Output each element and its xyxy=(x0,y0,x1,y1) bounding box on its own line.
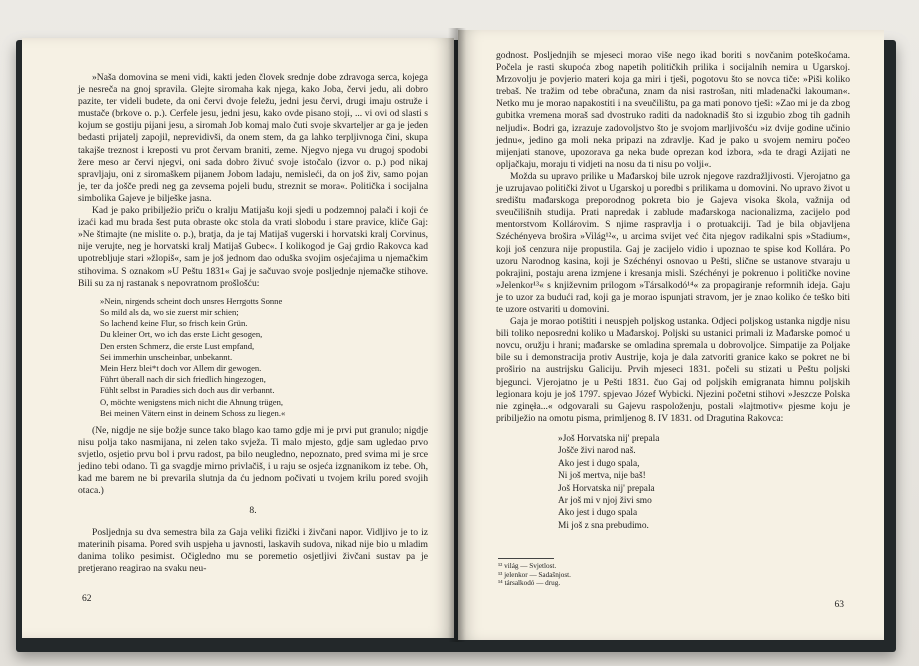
poem-line: Du kleiner Ort, wo ich das erste Licht gesogen, xyxy=(100,329,263,340)
right-page xyxy=(458,30,884,640)
poem-line: O, möchte wenigstens mich nicht die Ahnung trügen, xyxy=(100,396,284,407)
book-gutter xyxy=(448,28,466,642)
poem-line: So mild als da, wo sie zuerst mir schien; xyxy=(100,306,239,317)
paragraph: Posljednja su dva semestra bila za Gaja veliki fizički i živčani napor. Vidljivo je to iz materinih pisama. Pored svih uspjeha u javnosti, laskavih sudova, nikad nije bio u mladim danima toliko pesimist. Očigledno mu se poremetio osjetljivi živčani sustav pa je pretjerano reagirao na svaku neu- xyxy=(78,526,428,574)
poem-line: Den ersten Schmerz, die erste Lust empfand, xyxy=(100,340,255,351)
section-number: 8. xyxy=(249,505,257,517)
poem-line: Jošče živi narod naš. xyxy=(558,446,636,457)
poem-line: »Još Horvatska nij' prepala xyxy=(558,433,660,444)
poem-line: Ar još mi v njoj živi smo xyxy=(558,495,652,506)
paragraph: Možda su upravo prilike u Mađarskoj bile uzrok njegove razdražljivosti. Vjerojatno ga je uzrujavao politički život u Ugarskoj u poredbi s prilikama u domovini. No upravo život u središtu mađarskoga preporodnog pokreta bio je Gajeva visoka škola, važnija od sveučilišnih studija. Prati napredak i zablude mađarskoga nacionalizma, zaciјelo pod mentorstvom Kollárovim. S njime raspravlja i o protuakciji. Tad je bila objavljena Széchényeva brošira »Világ¹²«, u arcima svijet već čita njegov radikalni spis »Stadium«, koji još cenzura nije propustila. Gaj je zacijelo vidio i upoznao te spise kod Kollára. Po uzoru Narodnog kasina, koji je Széchényi osnovao u Pešti, slične se ustanove stvaraju u pokrajini, postaju arena izmjene i kresanja misli. Széchényi je pokrenuo i političke novine »Jelenkor¹³« s književnim prilogom »Társalkodó¹⁴« za propagiranje reformnih ideja. Gaju je to uzor za budući rad, koji ga je morao ispunjati stravom, jer je znao koliko će teško biti te uzore ostvariti u domovini. xyxy=(496,170,850,315)
left-page-text xyxy=(78,72,428,575)
page-number: 62 xyxy=(82,594,92,604)
footnote-rule xyxy=(498,558,554,559)
poem-line: Ni još mertva, nije baš! xyxy=(558,471,646,482)
footnote: ¹² világ — Svjetlost. xyxy=(498,562,557,571)
poem-line: Ako jest i dugo spala, xyxy=(558,458,640,469)
poem-line: Mein Herz blei*t doch vor Allem dir gewogen. xyxy=(100,362,262,373)
poem-line: »Nein, nirgends scheint doch unsres Herrgotts Sonne xyxy=(100,295,283,306)
poem-line: Još Horvatska nij' prepala xyxy=(558,483,655,494)
german-poem xyxy=(100,296,428,419)
poem-line: Mi još z sna prebudimo. xyxy=(558,520,649,531)
paragraph: (Ne, nigdje ne sije božje sunce tako blago kao tamo gdje mi je prvi put granulo; nigdje nisu polja tako nasmijana, ni zelen tako svježa. Ti malo mjesto, gdje sam ugledao prvo svjetlo, osjetio prvu bol i prvu radost, pa bilo neugledno, nepoznato, pred svima mi je srce jedino tebi odano. Ti ga svagdje mirno privlačiš, i u raju se osjeća izgnanikom iz tebe. Oh, kad me barem ne bi prevarila slutnja da ću jednom počivati u tvojem krilu pored svojih otaca.) xyxy=(78,424,428,497)
left-page xyxy=(22,38,454,638)
poem-line: Ako jest i dugo spala xyxy=(558,508,638,519)
poem-line: Bei meinen Vätern einst in deinem Schoss zu liegen.« xyxy=(100,407,286,418)
paragraph: Kad je pako pribilježio priču o kralju Matijašu koji sjedi u podzemnoj palači i koji će izaći kad mu brada šest puta obraste okc stola da vrati slobodu i stare pravice, kliče Gaj: »Ne štimajte (ne mislite o. p.), bratja, da je taj Matijaš vugerski i horvatski kralj Corvinus, nije verujte, neg je horvatski kralj Matijaš Gubec«. I kolikogod je Gaj grdio Rakovca kad upotrebljuje stari »žlopiš«, sam je još jednom dao oduška svojim osjećajima u njemačkim stihovima. S oznakom »U Peštu 1831« Gaj je sačuvao svoje posljednje njemačke stihove. Bili su za nj rastanak s nepovratnom prošlošću: xyxy=(78,205,428,289)
paragraph: godnost. Posljednjih se mjeseci morao više nego ikad boriti s novčanim poteškoćama. Počela je rasti skupoća zbog napetih političkih prilika i socijalnih nemira u Ugarskoj. Mrzovolju je povjerio materi koja ga miri i tješi, pogotovu što se novca tiče: »Piši koliko trebaš. Ne tražim od tebe obračuna, znam da nisi rastrošan, niti mladenački lakouman«. Netko mu je morao napakostiti i na sveučilištu, pa ga mati ponovo tješi: »Zao mi je da zbog gubitka vremena moraš sad dvostruko raditi da nadoknadiš što si izgubio zbog tih gadnih neljudi«. Bodri ga, izrazuje zadovoljstvo što je svojom marljivošću »iz dvije godine učinio jednu«, jedino ga moli neka pripazi na zdravlje. Kad je pako u svojem nemiru počeo mijenjati stanove, upozorava ga neka bude oprezan kod izbora, »da te dragi Azijati ne opljačkaju, moraju ti vidjeti na nosu da ti nisu po volji«. xyxy=(496,50,850,170)
poem-line: Sei immerhin unscheinbar, unbekannt. xyxy=(100,351,233,362)
page-number: 63 xyxy=(834,600,844,610)
poem-line: Fühlt selbst in Paradies sich doch aus dir verbannt. xyxy=(100,385,275,396)
footnote: ¹⁴ társalkodó — drug. xyxy=(498,579,561,588)
croatian-poem xyxy=(558,433,850,532)
poem-line: So lachend keine Flur, so frisch kein Grün. xyxy=(100,318,248,329)
paragraph: Gaja je morao potištiti i neuspjeh poljskog ustanka. Odjeci poljskog ustanka nigdje nisu bili toliko neposredni koliko u Mađarskoj. Poljski su ustanici primali iz Mađarske pomoć u novcu, oružju i hrani; mađarske se omladina spremala u dobrovoljce. Simpatije za Poljake bile su i demonstracija protiv Austrije, koja je dala zatvoriti granice kako se pokret ne bi proširio na austrijsku Galiciju. Prvih mjeseci 1831. počeli su stizati u Peštu poljski bjegunci. Vjerojatno je u Pešti 1831. čuo Gaj od poljskih emigranata himnu poljskih legionara koju je još 1797. spjevao Józef Wybicki. Njezini početni stihovi »Jeszcze Polska nie zginęła...« odgovarali su Gajevu raspoloženju, postali »lajtmotiv« pjesme koju je pribilježio na omotu pisma, primljenog 8. IV 1831. od Dragutina Rakovca: xyxy=(496,316,850,424)
poem-line: Führt überall nach dir sich friedlich hingezogen, xyxy=(100,374,266,385)
footnote: ¹³ jelenkor — Sadašnjost. xyxy=(498,570,571,579)
paragraph: »Naša domovina se meni vidi, kakti jeden človek srednje dobe zdravoga serca, kojega je nesreča na gnoj spravila. Glejte siromaha kak njega, kako Joba, červi jedu, ali dobro pazite, ter videli budete, da oni červi dvoje feležu, jedni jesu červi, drugi imaju ostruže i mustače (brkove o. p.). Cerfele jesu, jedni jesu, kako ovde pisano stoji, ... vi ovi od slasti s kojum se gostiju pijani jesu, a siromah Job komaj malo čuti svoje skvarteljer ar ga je jeden bedasti prijatelj zapojil, neprevidivši, da onem stem, da ga lahko terpljivnoga čini, skupa takajše treznost i kreposti vu prot červam braniti, zeme. Njegvo njega vu drugoj spodobi žere meso ar červi njegvi, oni sada dobro živuć svoje istočalo (izvor o. p.) pod nikaj spravljaju, oni z siromaškem pijanem Jobom ladaju, nemislеći, da on još živ, samo pojan je, ter da jošče predi neg ga zevsema pojeli budu, streznit se mora«. Politička i socijalna simbolika Gajeve je bilješke jasna. xyxy=(78,72,428,204)
footnotes xyxy=(498,558,698,588)
right-page-text xyxy=(496,50,850,538)
